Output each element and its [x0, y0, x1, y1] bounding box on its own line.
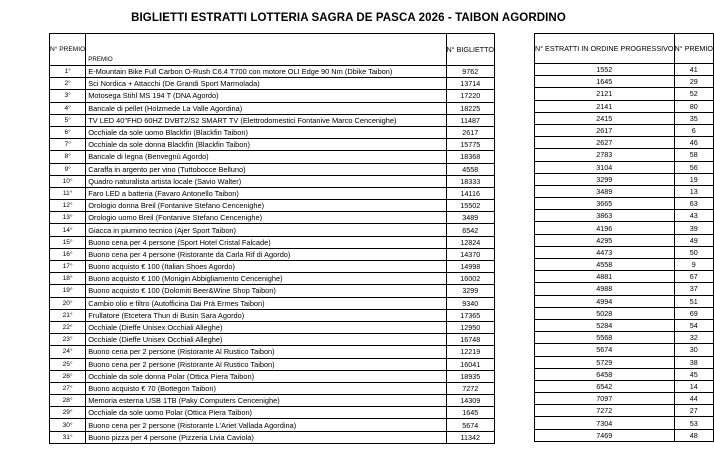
extracted-ticket: 4558	[535, 259, 675, 271]
extracted-ticket: 2783	[535, 149, 675, 161]
extracted-ticket: 3104	[535, 161, 675, 173]
extracted-prize-number: 29	[674, 76, 713, 88]
prize-row	[50, 382, 495, 394]
ticket-number: 1645	[446, 407, 494, 419]
ticket-number: 7272	[446, 382, 494, 394]
extracted-ticket: 5028	[535, 307, 675, 319]
prize-description: Sci Nordica + Attacchi (De Grandi Sport Marmolada)	[86, 78, 446, 90]
extracted-ticket: 3489	[535, 185, 675, 197]
prize-row	[50, 248, 495, 260]
prize-row	[50, 212, 495, 224]
extracted-row	[535, 259, 714, 271]
extracted-prize-number: 53	[674, 417, 713, 429]
prize-row	[50, 187, 495, 199]
extracted-row	[535, 307, 714, 319]
prize-number: 12°	[50, 200, 86, 212]
extracted-ticket: 4295	[535, 234, 675, 246]
prize-description: Orologio donna Breil (Fontanive Stefano Cencenighe)	[86, 200, 446, 212]
extracted-prize-number: 69	[674, 307, 713, 319]
extracted-row	[535, 405, 714, 417]
extracted-row	[535, 356, 714, 368]
ticket-number: 16041	[446, 358, 494, 370]
ticket-number: 4558	[446, 163, 494, 175]
ticket-number: 9340	[446, 297, 494, 309]
prize-description: E-Mountain Bike Full Carbon O-Rush C6.4 T700 con motore OLI Edge 90 Nm (Dbike Taibon)	[86, 66, 446, 78]
prize-row	[50, 273, 495, 285]
extracted-ticket: 4994	[535, 295, 675, 307]
prize-number: 19°	[50, 285, 86, 297]
prize-number: 17°	[50, 261, 86, 273]
extracted-ticket: 6458	[535, 368, 675, 380]
prize-number: 3°	[50, 90, 86, 102]
prize-number: 11°	[50, 187, 86, 199]
prize-row	[50, 285, 495, 297]
prize-number: 16°	[50, 248, 86, 260]
extracted-row	[535, 380, 714, 392]
prize-row	[50, 200, 495, 212]
page-title: BIGLIETTI ESTRATTI LOTTERIA SAGRA DE PASCA 2026 - TAIBON AGORDINO	[131, 12, 566, 24]
prize-number: 30°	[50, 419, 86, 431]
extracted-row	[535, 76, 714, 88]
ticket-number: 14998	[446, 261, 494, 273]
extracted-prize-number: 54	[674, 319, 713, 331]
extracted-ticket: 6542	[535, 380, 675, 392]
prize-row	[50, 175, 495, 187]
extracted-prize-number: 14	[674, 380, 713, 392]
header-premio-number: N° PREMIO	[50, 34, 86, 66]
extracted-ticket: 3665	[535, 198, 675, 210]
prize-description: Cambio olio e filtro (Autofficina Dai Prà Ermes Taibon)	[86, 297, 446, 309]
prize-number: 28°	[50, 395, 86, 407]
extracted-prize-number: 37	[674, 283, 713, 295]
extracted-row	[535, 100, 714, 112]
prizes-table-header	[50, 34, 495, 66]
ticket-number: 14370	[446, 248, 494, 260]
ticket-number: 16748	[446, 334, 494, 346]
prize-description: Occhiale da sole donna Blackfin (Blackfin Taibon)	[86, 139, 446, 151]
prize-row	[50, 126, 495, 138]
extracted-ticket: 1645	[535, 76, 675, 88]
prize-number: 2°	[50, 78, 86, 90]
prize-row	[50, 395, 495, 407]
extracted-table	[534, 33, 714, 442]
prize-row	[50, 334, 495, 346]
extracted-row	[535, 295, 714, 307]
ticket-number: 14116	[446, 187, 494, 199]
ticket-number: 2617	[446, 126, 494, 138]
extracted-ticket: 5284	[535, 319, 675, 331]
extracted-row	[535, 185, 714, 197]
extracted-ticket: 4988	[535, 283, 675, 295]
prize-description: Buono acquisto € 100 (Dolomiti Beer&Wine Shop Taibon)	[86, 285, 446, 297]
extracted-row	[535, 64, 714, 76]
extracted-row	[535, 283, 714, 295]
prize-description: Bancale di legna (Benvegnù Agordo)	[86, 151, 446, 163]
prize-row	[50, 370, 495, 382]
prize-row	[50, 139, 495, 151]
extracted-row	[535, 234, 714, 246]
prize-row	[50, 66, 495, 78]
prize-number: 1°	[50, 66, 86, 78]
extracted-row	[535, 246, 714, 258]
extracted-prize-number: 50	[674, 246, 713, 258]
extracted-prize-number: 67	[674, 271, 713, 283]
prize-row	[50, 419, 495, 431]
extracted-ticket: 2617	[535, 124, 675, 136]
ticket-number: 18333	[446, 175, 494, 187]
ticket-number: 5674	[446, 419, 494, 431]
ticket-number: 18935	[446, 370, 494, 382]
extracted-row	[535, 88, 714, 100]
prize-number: 20°	[50, 297, 86, 309]
extracted-ticket: 5568	[535, 332, 675, 344]
extracted-prize-number: 56	[674, 161, 713, 173]
prize-description: Occhiale da sole uomo Polar (Ottica Piera Taibon)	[86, 407, 446, 419]
prize-description: Buono acquisto € 70 (Bottegon Taibon)	[86, 382, 446, 394]
prize-number: 5°	[50, 114, 86, 126]
extracted-prize-number: 58	[674, 149, 713, 161]
prize-row	[50, 407, 495, 419]
prize-description: Faro LED a batteria (Favaro Antonello Taibon)	[86, 187, 446, 199]
prize-number: 15°	[50, 236, 86, 248]
prize-row	[50, 431, 495, 443]
prize-description: Buono cena per 4 persone (Ristorante da Carla Rif di Agordo)	[86, 248, 446, 260]
prize-description: Occhiale (Dieffe Unisex Occhiali Alleghe)	[86, 334, 446, 346]
extracted-prize-number: 51	[674, 295, 713, 307]
extracted-prize-number: 41	[674, 64, 713, 76]
ticket-number: 6542	[446, 224, 494, 236]
extracted-prize-number: 44	[674, 393, 713, 405]
extracted-row	[535, 271, 714, 283]
prize-description: Bancale di pellet (Holzmede La Valle Agordina)	[86, 102, 446, 114]
prize-row	[50, 102, 495, 114]
prize-number: 13°	[50, 212, 86, 224]
prize-row	[50, 90, 495, 102]
extracted-ticket: 7304	[535, 417, 675, 429]
prize-number: 14°	[50, 224, 86, 236]
extracted-ticket: 1552	[535, 64, 675, 76]
extracted-row	[535, 149, 714, 161]
prize-number: 25°	[50, 358, 86, 370]
extracted-row	[535, 210, 714, 222]
prize-number: 8°	[50, 151, 86, 163]
extracted-prize-number: 46	[674, 137, 713, 149]
extracted-ticket: 2627	[535, 137, 675, 149]
ticket-number: 9762	[446, 66, 494, 78]
prize-description: Buono cena per 4 persone (Sport Hotel Cristal Falcade)	[86, 236, 446, 248]
header-biglietto: N° BIGLIETTO	[446, 34, 494, 66]
extracted-prize-number: 19	[674, 173, 713, 185]
extracted-row	[535, 124, 714, 136]
extracted-ticket: 5674	[535, 344, 675, 356]
extracted-ticket: 7097	[535, 393, 675, 405]
ticket-number: 13714	[446, 78, 494, 90]
ticket-number: 3299	[446, 285, 494, 297]
ticket-number: 16002	[446, 273, 494, 285]
extracted-ticket: 7272	[535, 405, 675, 417]
extracted-prize-number: 45	[674, 368, 713, 380]
extracted-prize-number: 80	[674, 100, 713, 112]
prize-row	[50, 346, 495, 358]
prize-row	[50, 224, 495, 236]
prize-description: Buono pizza per 4 persone (Pizzeria Livia Caviola)	[86, 431, 446, 443]
header-premio: PREMIO	[86, 34, 446, 66]
prize-description: Occhiale (Dieffe Unisex Occhiali Alleghe)	[86, 321, 446, 333]
ticket-number: 15502	[446, 200, 494, 212]
extracted-prize-number: 6	[674, 124, 713, 136]
extracted-prize-number: 13	[674, 185, 713, 197]
ticket-number: 12824	[446, 236, 494, 248]
extracted-prize-number: 32	[674, 332, 713, 344]
header-premio-right: N° PREMIO	[674, 34, 713, 64]
extracted-ticket: 2141	[535, 100, 675, 112]
prize-row	[50, 236, 495, 248]
extracted-prize-number: 9	[674, 259, 713, 271]
extracted-prize-number: 49	[674, 234, 713, 246]
prize-row	[50, 358, 495, 370]
ticket-number: 14309	[446, 395, 494, 407]
extracted-prize-number: 63	[674, 198, 713, 210]
extracted-row	[535, 319, 714, 331]
prize-description: Orologio uomo Breil (Fontanive Stefano Cencenighe)	[86, 212, 446, 224]
prize-number: 21°	[50, 309, 86, 321]
extracted-prize-number: 27	[674, 405, 713, 417]
prize-number: 23°	[50, 334, 86, 346]
prize-description: Giacca in piumino tecnico (Ajer Sport Taibon)	[86, 224, 446, 236]
ticket-number: 11487	[446, 114, 494, 126]
extracted-ticket: 2121	[535, 88, 675, 100]
extracted-row	[535, 393, 714, 405]
prize-number: 9°	[50, 163, 86, 175]
prize-description: Motosega Stihl MS 194 T (DNA Agordo)	[86, 90, 446, 102]
ticket-number: 12950	[446, 321, 494, 333]
extracted-prize-number: 43	[674, 210, 713, 222]
extracted-row	[535, 429, 714, 441]
prize-description: Caraffa in argento per vino (Tuttobocce Belluno)	[86, 163, 446, 175]
extracted-ticket: 3863	[535, 210, 675, 222]
extracted-prize-number: 39	[674, 222, 713, 234]
prize-description: Occhiale da sole donna Polar (Ottica Piera Taibon)	[86, 370, 446, 382]
extracted-ticket: 4881	[535, 271, 675, 283]
prize-description: Buono acquisto € 100 (Monigin Abbigliamento Cencenighe)	[86, 273, 446, 285]
extracted-row	[535, 344, 714, 356]
prize-row	[50, 321, 495, 333]
ticket-number: 17365	[446, 309, 494, 321]
prize-row	[50, 261, 495, 273]
prize-description: Buono cena per 2 persone (Ristorante Al Rustico Taibon)	[86, 358, 446, 370]
extracted-row	[535, 137, 714, 149]
extracted-row	[535, 112, 714, 124]
extracted-row	[535, 368, 714, 380]
prize-description: Occhiale da sole uomo Blackfin (Blackfin Taibon)	[86, 126, 446, 138]
prize-number: 26°	[50, 370, 86, 382]
prize-row	[50, 163, 495, 175]
prize-description: Buono cena per 2 persone (Ristorante Al Rustico Taibon)	[86, 346, 446, 358]
ticket-number: 15775	[446, 139, 494, 151]
prize-row	[50, 114, 495, 126]
ticket-number: 18225	[446, 102, 494, 114]
extracted-ticket: 3299	[535, 173, 675, 185]
extracted-row	[535, 198, 714, 210]
ticket-number: 18368	[446, 151, 494, 163]
prize-number: 29°	[50, 407, 86, 419]
prize-row	[50, 297, 495, 309]
header-estratti: N° ESTRATTI IN ORDINE PROGRESSIVO	[535, 34, 675, 64]
prize-number: 31°	[50, 431, 86, 443]
extracted-row	[535, 173, 714, 185]
prize-row	[50, 78, 495, 90]
extracted-ticket: 4196	[535, 222, 675, 234]
extracted-prize-number: 35	[674, 112, 713, 124]
prize-number: 27°	[50, 382, 86, 394]
ticket-number: 3489	[446, 212, 494, 224]
extracted-row	[535, 332, 714, 344]
prize-number: 18°	[50, 273, 86, 285]
prize-number: 7°	[50, 139, 86, 151]
ticket-number: 17220	[446, 90, 494, 102]
ticket-number: 12219	[446, 346, 494, 358]
extracted-table-header	[535, 34, 714, 64]
prize-row	[50, 309, 495, 321]
extracted-ticket: 4473	[535, 246, 675, 258]
extracted-ticket: 2415	[535, 112, 675, 124]
extracted-ticket: 7469	[535, 429, 675, 441]
prize-description: Memoria esterna USB 1TB (Paky Computers Cencenighe)	[86, 395, 446, 407]
prize-row	[50, 151, 495, 163]
extracted-row	[535, 222, 714, 234]
ticket-number: 11342	[446, 431, 494, 443]
prize-number: 6°	[50, 126, 86, 138]
extracted-prize-number: 52	[674, 88, 713, 100]
prize-number: 4°	[50, 102, 86, 114]
extracted-ticket: 5729	[535, 356, 675, 368]
extracted-prize-number: 30	[674, 344, 713, 356]
prize-number: 10°	[50, 175, 86, 187]
prize-description: Buono acquisto € 100 (Italian Shoes Agordo)	[86, 261, 446, 273]
prize-description: Frullatore (Etcetera Thun di Busin Sara Agordo)	[86, 309, 446, 321]
prize-description: Quadro naturalista artista locale (Savio Walter)	[86, 175, 446, 187]
prize-description: TV LED 40"FHD 60HZ DVBT2/S2 SMART TV (Elettrodomestici Fontanive Marco Cencenighe)	[86, 114, 446, 126]
extracted-row	[535, 417, 714, 429]
prizes-table	[49, 33, 495, 444]
extracted-prize-number: 38	[674, 356, 713, 368]
prize-number: 22°	[50, 321, 86, 333]
extracted-row	[535, 161, 714, 173]
extracted-prize-number: 48	[674, 429, 713, 441]
prize-description: Buono cena per 2 persone (Ristorante L'Ariet Vallada Agordina)	[86, 419, 446, 431]
prize-number: 24°	[50, 346, 86, 358]
